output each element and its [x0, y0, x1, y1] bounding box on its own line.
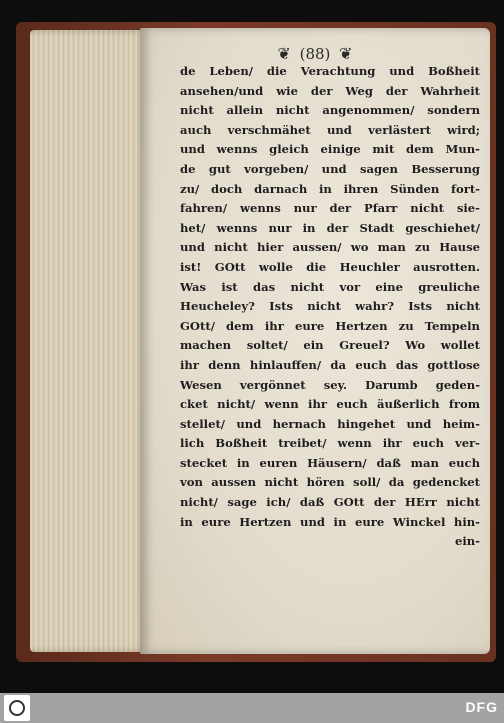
text-line: ist! GOtt wolle die Heuchler ausrotten.	[180, 259, 480, 274]
book-page	[140, 28, 490, 654]
text-line: stellet/ und hernach hingehet und heim-	[180, 416, 480, 431]
page-text	[180, 62, 480, 552]
text-line: Wesen vergönnet sey. Darumb geden-	[180, 377, 480, 392]
text-line: het/ wenns nur in der Stadt geschiehet/	[180, 220, 480, 235]
viewer-footer	[0, 693, 504, 723]
dfg-logo: DFG	[465, 699, 498, 715]
text-line: von aussen nicht hören soll/ da gedencket	[180, 475, 480, 490]
text-line: machen soltet/ ein Greuel? Wo wollet	[180, 338, 480, 353]
text-line: und wenns gleich einige mit dem Mun-	[180, 142, 480, 157]
text-line: de Leben/ die Verachtung und Boßheit	[180, 64, 480, 78]
page-number: (88)	[299, 45, 331, 63]
page-header	[140, 44, 490, 63]
text-line: Heucheley? Ists nicht wahr? Ists nicht	[180, 299, 480, 314]
text-line: in eure Hertzen und in eure Winckel hin-	[180, 514, 480, 529]
catchword: ein-	[454, 534, 480, 549]
text-line: und nicht hier aussen/ wo man zu Hause	[180, 240, 480, 255]
text-line: cket nicht/ wenn ihr euch äußerlich from	[180, 397, 480, 412]
ornament-right-icon: ❦	[339, 44, 353, 63]
text-line: nicht allein nicht angenommen/ sondern	[180, 103, 480, 118]
text-line: ihr denn hinlauffen/ da euch das gottlose	[180, 357, 480, 372]
text-line: stecket in euren Häusern/ daß man euch	[180, 455, 480, 470]
text-line: auch verschmähet und verlästert wird;	[180, 122, 480, 137]
text-line: GOtt/ dem ihr eure Hertzen zu Tempeln	[180, 318, 480, 333]
page-edges	[30, 30, 148, 652]
text-line: lich Boßheit treibet/ wenn ihr euch ver-	[180, 436, 480, 451]
text-line: ansehen/und wie der Weg der Wahrheit	[180, 83, 480, 98]
text-line: de gut vorgeben/ und sagen Besserung	[180, 161, 480, 176]
text-line: fahren/ wenns nur der Pfarr nicht sie-	[180, 201, 480, 216]
ornament-left-icon: ❦	[277, 44, 291, 63]
text-line: zu/ doch darnach in ihren Sünden fort-	[180, 181, 480, 196]
library-logo-icon	[4, 695, 30, 721]
text-line: Was ist das nicht vor eine greuliche	[180, 279, 480, 294]
text-line: nicht/ sage ich/ daß GOtt der HErr nicht	[180, 495, 480, 510]
